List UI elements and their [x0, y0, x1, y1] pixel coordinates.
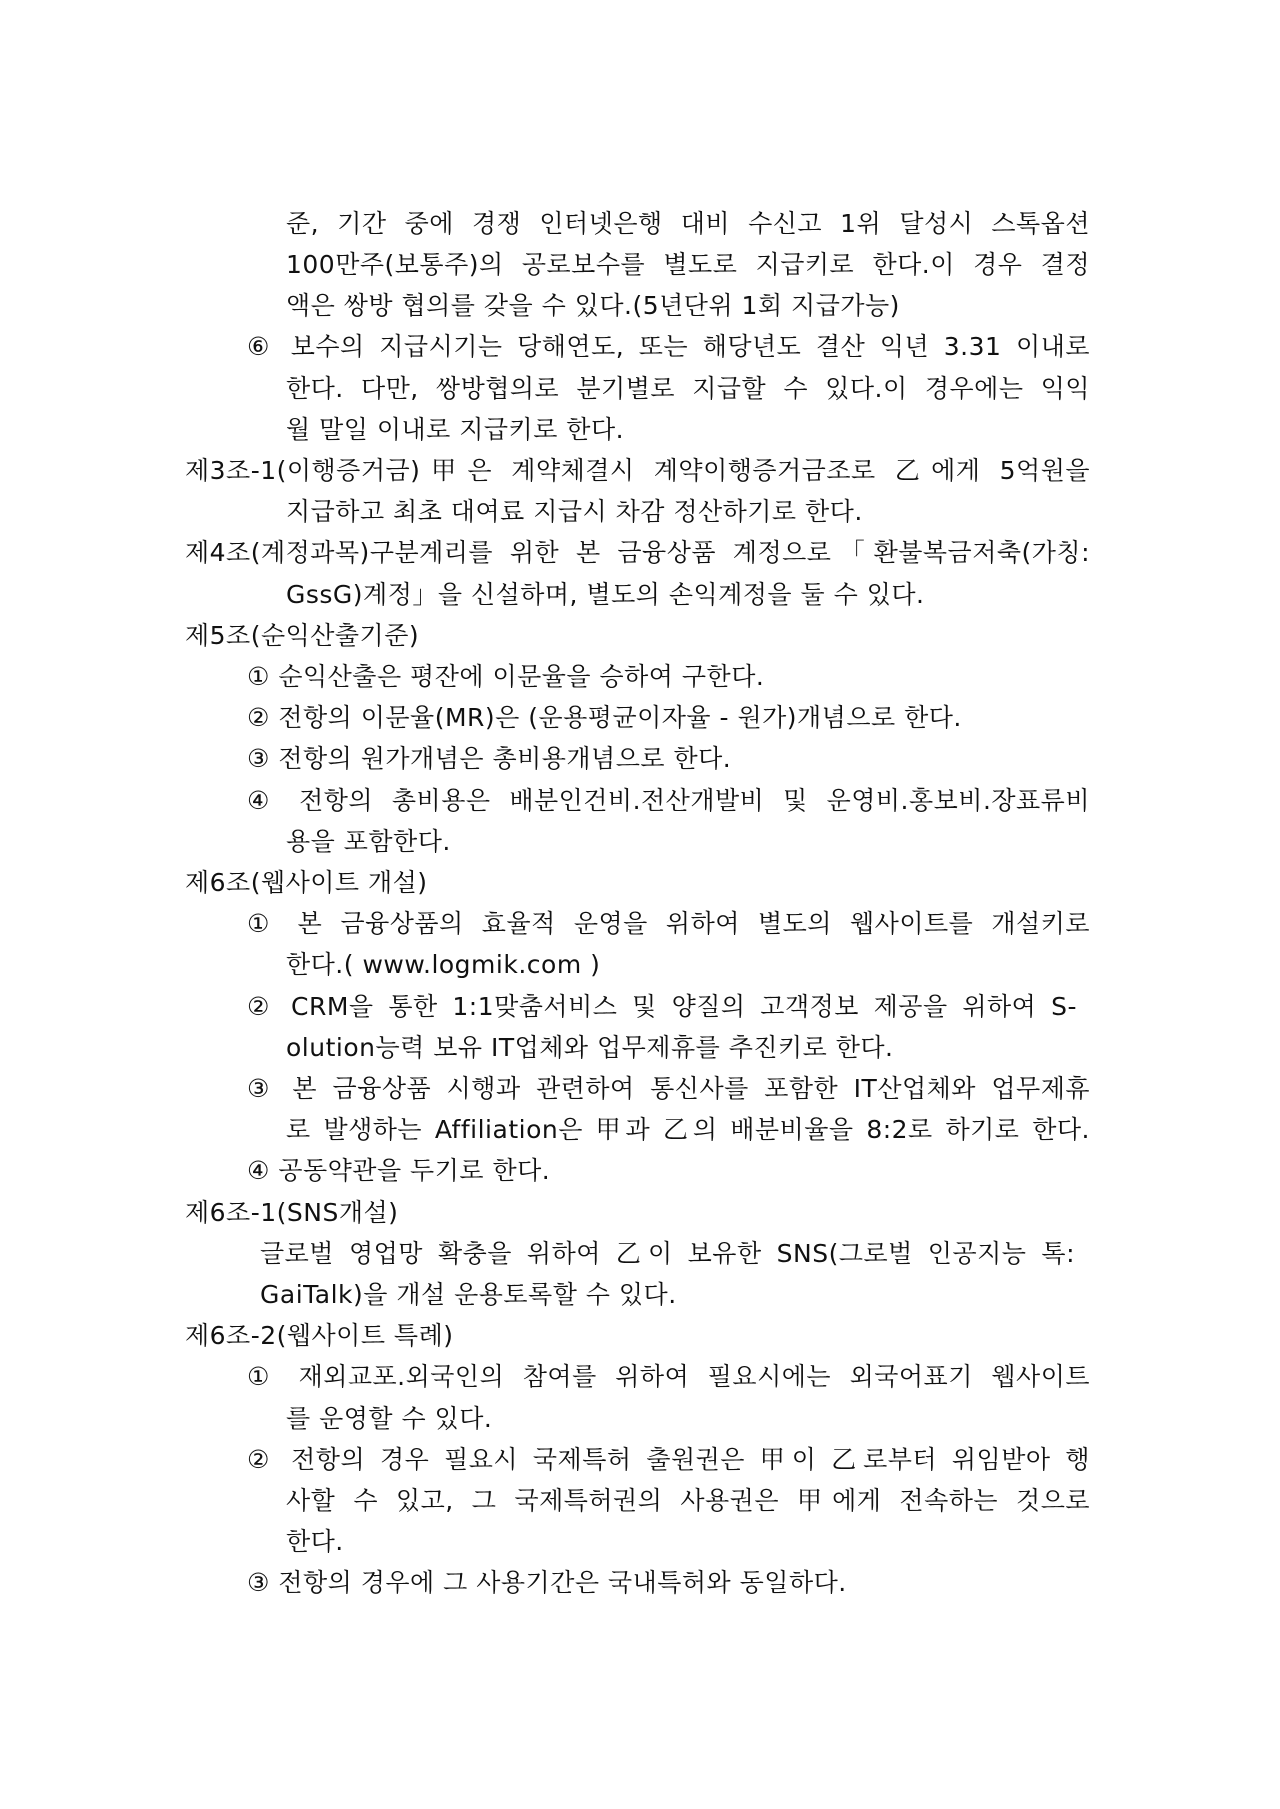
text-line: ① 재외교포.외국인의 참여를 위하여 필요시에는 외국어표기 웹사이트	[247, 1362, 1090, 1391]
text-line: 글로벌 영업망 확충을 위하여 乙이 보유한 SNS(그로벌 인공지능 톡:	[260, 1239, 1075, 1268]
text-line: olution능력 보유 IT업체와 업무제휴를 추진키로 한다.	[286, 1033, 894, 1062]
text-line: 지급하고 최초 대여료 지급시 차감 정산하기로 한다.	[286, 497, 863, 526]
text-line: 로 발생하는 Affiliation은 甲과 乙의 배분비율을 8:2로 하기로 한다.	[286, 1115, 1090, 1144]
text-line: ③ 전항의 경우에 그 사용기간은 국내특허와 동일하다.	[247, 1568, 847, 1597]
text-line: 100만주(보통주)의 공로보수를 별도로 지급키로 한다.이 경우 결정	[286, 250, 1090, 279]
text-line: GaiTalk)을 개설 운용토록할 수 있다.	[260, 1280, 677, 1309]
text-line: 한다.	[286, 1527, 344, 1556]
text-line: 월 말일 이내로 지급키로 한다.	[286, 415, 625, 444]
text-line: ③ 전항의 원가개념은 총비용개념으로 한다.	[247, 744, 732, 773]
text-line: ② 전항의 이문율(MR)은 (운용평균이자율 - 원가)개념으로 한다.	[247, 703, 962, 732]
article-heading: 제5조(순익산출기준)	[185, 621, 420, 650]
article-heading: 제6조-1(SNS개설)	[185, 1198, 399, 1227]
text-line: ① 본 금융상품의 효율적 운영을 위하여 별도의 웹사이트를 개설키로	[247, 909, 1090, 938]
text-line: 한다. 다만, 쌍방협의로 분기별로 지급할 수 있다.이 경우에는 익익	[286, 374, 1090, 403]
article-heading: 제6조-2(웹사이트 특례)	[185, 1321, 454, 1350]
text-line: 를 운영할 수 있다.	[286, 1404, 493, 1433]
text-line: 사할 수 있고, 그 국제특허권의 사용권은 甲에게 전속하는 것으로	[286, 1486, 1090, 1515]
text-line: ② 전항의 경우 필요시 국제특허 출원권은 甲이 乙로부터 위임받아 행	[247, 1445, 1090, 1474]
text-line: GssG)계정」을 신설하며, 별도의 손익계정을 둘 수 있다.	[286, 580, 925, 609]
text-line: 액은 쌍방 협의를 갖을 수 있다.(5년단위 1회 지급가능)	[286, 291, 900, 320]
text-line: ④ 공동약관을 두기로 한다.	[247, 1156, 551, 1185]
article-heading: 제6조(웹사이트 개설)	[185, 868, 428, 897]
article-heading: 제3조-1(이행증거금)甲은 계약체결시 계약이행증거금조로 乙에게 5억원을	[185, 456, 1090, 485]
text-line: 용을 포함한다.	[286, 827, 451, 856]
text-line: ③ 본 금융상품 시행과 관련하여 통신사를 포함한 IT산업체와 업무제휴	[247, 1074, 1090, 1103]
text-line: 한다.( www.logmik.com )	[286, 950, 601, 979]
text-line: 준, 기간 중에 경쟁 인터넷은행 대비 수신고 1위 달성시 스톡옵션	[286, 209, 1090, 238]
text-line: ② CRM을 통한 1:1맞춤서비스 및 양질의 고객정보 제공을 위하여 S-	[247, 992, 1077, 1021]
text-line: ⑥ 보수의 지급시기는 당해연도, 또는 해당년도 결산 익년 3.31 이내로	[247, 332, 1090, 361]
text-line: ④ 전항의 총비용은 배분인건비.전산개발비 및 운영비.홍보비.장표류비	[247, 786, 1090, 815]
text-line: ① 순익산출은 평잔에 이문율을 승하여 구한다.	[247, 662, 765, 691]
article-heading: 제4조(계정과목)구분계리를 위한 본 금융상품 계정으로「환불복금저축(가칭:	[185, 538, 1090, 567]
